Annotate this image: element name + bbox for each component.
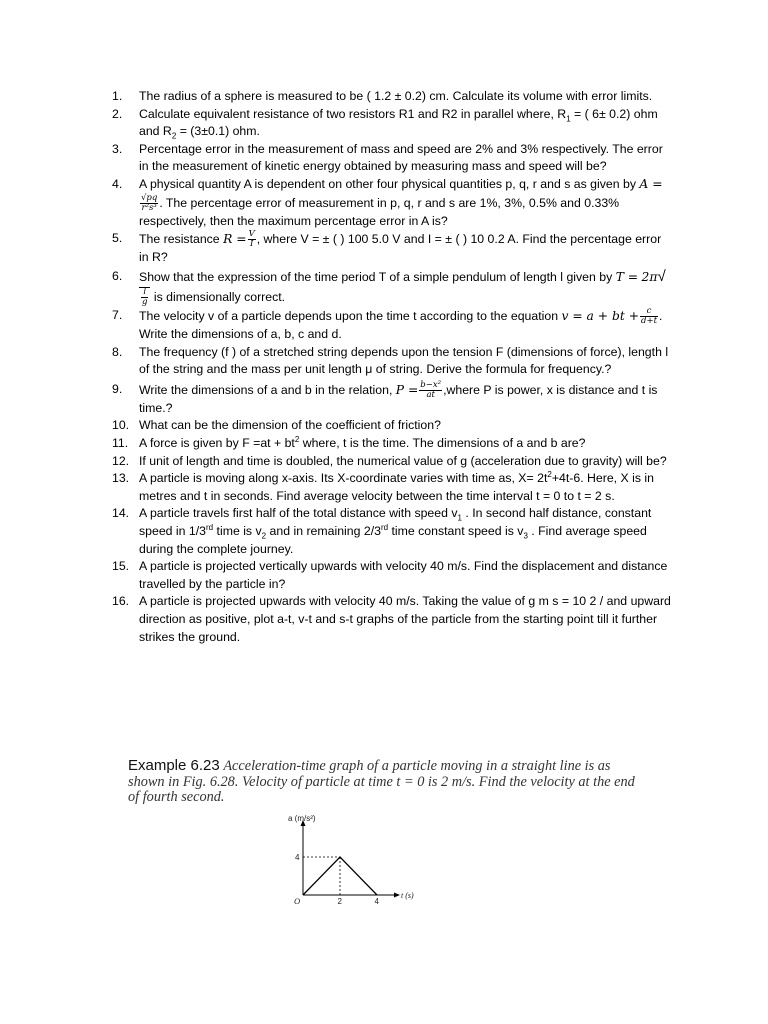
- subscript: 3: [523, 531, 528, 541]
- question-item: [112, 558, 672, 593]
- fraction: [141, 288, 148, 307]
- question-list: [112, 88, 672, 646]
- equation-coefficient: 2π: [641, 269, 658, 284]
- question-text: A particle is moving along x-axis. Its X-coordinate varies with time as, X= 2t: [139, 471, 548, 486]
- fraction: [419, 381, 442, 400]
- question-number: 14.: [112, 506, 130, 521]
- question-text: A force is given by F =at + bt: [139, 435, 295, 450]
- question-text: A particle is projected upwards with velocity 40 m/s. Taking the value of g m s = 10 2 / and upward direction as positive, plot a-t, v-t and s-t graphs of the particle from the starting point till it further strikes the ground.: [139, 594, 671, 644]
- fraction: [640, 307, 658, 326]
- question-item: [112, 141, 672, 176]
- question-item: [112, 267, 672, 307]
- question-number: 11.: [112, 435, 129, 450]
- x-tick-label: 4: [374, 897, 379, 906]
- question-item: [112, 344, 672, 379]
- question-text: time constant speed is v: [388, 523, 524, 538]
- example-label: Example 6.23: [128, 757, 220, 774]
- question-item: [112, 176, 672, 230]
- graph-marks: [295, 853, 380, 906]
- superscript: 2: [294, 434, 300, 444]
- question-text: A physical quantity A is dependent on other four physical quantities p, q, r and s as given by: [139, 176, 636, 191]
- question-text: The frequency (f ) of a stretched string depends upon the tension F (dimensions of force), length l of the string and the mass per unit length μ of string. Derive the formula for frequency.?: [139, 344, 669, 377]
- question-text: time is v: [213, 523, 262, 538]
- fraction-numerator: l: [141, 288, 148, 298]
- question-number: 3.: [112, 141, 123, 156]
- question-number: 13.: [112, 471, 130, 486]
- question-item: [112, 593, 672, 646]
- equation-lhs: A =: [639, 176, 663, 191]
- question-text: The velocity v of a particle depends upon the time t according to the equation: [139, 308, 559, 323]
- fraction-denominator: g: [142, 297, 148, 307]
- equation-lhs: T =: [615, 269, 639, 284]
- question-number: 2.: [112, 106, 123, 121]
- fraction-denominator: at: [426, 389, 435, 400]
- equation: v = a + bt +: [561, 308, 640, 323]
- fraction-denominator: r²s³: [141, 202, 157, 213]
- question-number: 1.: [112, 89, 123, 103]
- fraction-denominator: d+t: [641, 316, 657, 326]
- question-number: 4.: [112, 176, 123, 191]
- question-item: [112, 417, 672, 435]
- question-text: The resistance: [139, 231, 220, 246]
- example-text: Acceleration-time graph of a particle moving in a straight line is as shown in Fig. 6.28. Velocity of particle at time t = 0 is 2 m/s. Find the velocity at the end of fourth second.: [128, 758, 635, 805]
- question-text: The radius of a sphere is measured to be ( 1.2 ± 0.2) cm. Calculate its volume with error limits.: [139, 89, 653, 103]
- question-number: 5.: [112, 231, 123, 246]
- question-item: [112, 381, 672, 418]
- question-text: A particle travels first half of the total distance with speed v: [139, 506, 458, 521]
- question-text: = (3±0.1) ohm.: [176, 124, 260, 139]
- question-text: Percentage error in the measurement of mass and speed are 2% and 3% respectively. The error in the measurement of kinetic energy obtained by measuring mass and speed will be?: [139, 141, 663, 174]
- question-item: [112, 470, 672, 505]
- question-text: and in remaining 2/3: [266, 523, 381, 538]
- question-text: . The percentage error of measurement in p, q, r and s are 1%, 3%, 0.5% and 0.33% respectively, then the maximum percentage error in A is?: [139, 195, 620, 228]
- question-text: Write the dimensions of a and b in the relation,: [139, 382, 393, 397]
- question-text: . Find average speed during the complete journey.: [139, 523, 647, 556]
- subscript: 1: [457, 513, 462, 523]
- sqrt-body: [139, 287, 150, 307]
- x-axis-arrow: [394, 893, 400, 898]
- fraction: [140, 194, 158, 213]
- question-text: Show that the expression of the time period T of a simple pendulum of length l given by: [139, 269, 613, 284]
- y-axis-label: a (m/s²): [288, 814, 316, 823]
- y-tick-label: 4: [295, 853, 300, 862]
- question-number: 15.: [112, 559, 130, 574]
- question-text: , where V = ± ( ) 100 5.0 V and I = ± ( ) 10 0.2 A. Find the percentage error in R?: [139, 231, 662, 265]
- equation-lhs: R =: [223, 231, 247, 246]
- question-text: What can be the dimension of the coefficient of friction?: [139, 418, 441, 433]
- question-text: = ( 6± 0.2) ohm and R: [139, 106, 658, 139]
- question-item: [112, 106, 672, 141]
- fraction-numerator: b−x²: [420, 379, 442, 390]
- superscript: 2: [547, 470, 552, 480]
- example-block: [128, 758, 648, 806]
- question-item: [112, 435, 672, 453]
- fraction-numerator: V: [248, 229, 255, 240]
- equation-lhs: P =: [395, 382, 419, 397]
- fraction-denominator: I: [249, 239, 254, 250]
- superscript: rd: [206, 522, 214, 532]
- graph-axes: [301, 820, 401, 898]
- x-tick-label: 2: [337, 897, 342, 906]
- subscript: 1: [566, 114, 571, 124]
- question-item: [112, 505, 672, 558]
- question-number: 6.: [112, 268, 123, 283]
- question-text: A particle is projected vertically upwards with velocity 40 m/s. Find the displacement and distance travelled by the particle in?: [139, 559, 668, 591]
- fraction: [248, 230, 256, 249]
- question-number: 16.: [112, 594, 130, 609]
- question-text: . Write the dimensions of a, b, c and d.: [139, 308, 663, 341]
- question-item: [112, 88, 672, 106]
- x-axis-label: t (s): [401, 891, 414, 900]
- question-number: 8.: [112, 344, 123, 359]
- fraction-numerator: c: [640, 307, 658, 317]
- question-number: 7.: [112, 308, 123, 322]
- sqrt-sign: √: [657, 267, 666, 285]
- question-number: 9.: [112, 381, 123, 396]
- question-text: If unit of length and time is doubled, the numerical value of g (acceleration due to gravity) will be?: [139, 453, 667, 468]
- fraction-numerator: √pq: [141, 192, 158, 203]
- question-text: is dimensionally correct.: [153, 289, 286, 304]
- question-item: [112, 453, 672, 471]
- question-text: ,where P is power, x is distance and t is time.?: [139, 382, 658, 415]
- superscript: rd: [380, 522, 389, 532]
- question-text: where, t is the time. The dimensions of a and b are?: [299, 435, 586, 450]
- question-number: 10.: [112, 418, 130, 433]
- acceleration-time-graph: [270, 810, 430, 906]
- subscript: 2: [171, 131, 177, 141]
- question-text: . In second half distance, constant speed in 1/3: [139, 506, 652, 538]
- subscript: 2: [261, 531, 267, 541]
- question-item: [112, 307, 672, 344]
- question-text: +4t-6. Here, X is in metres and t in seconds. Find average velocity between the time interval t = 0 to t = 2 s.: [139, 471, 655, 503]
- question-number: 12.: [112, 453, 130, 468]
- question-text: Calculate equivalent resistance of two resistors R1 and R2 in parallel where, R: [139, 106, 567, 121]
- question-item: [112, 230, 672, 267]
- origin-label: O: [294, 896, 301, 906]
